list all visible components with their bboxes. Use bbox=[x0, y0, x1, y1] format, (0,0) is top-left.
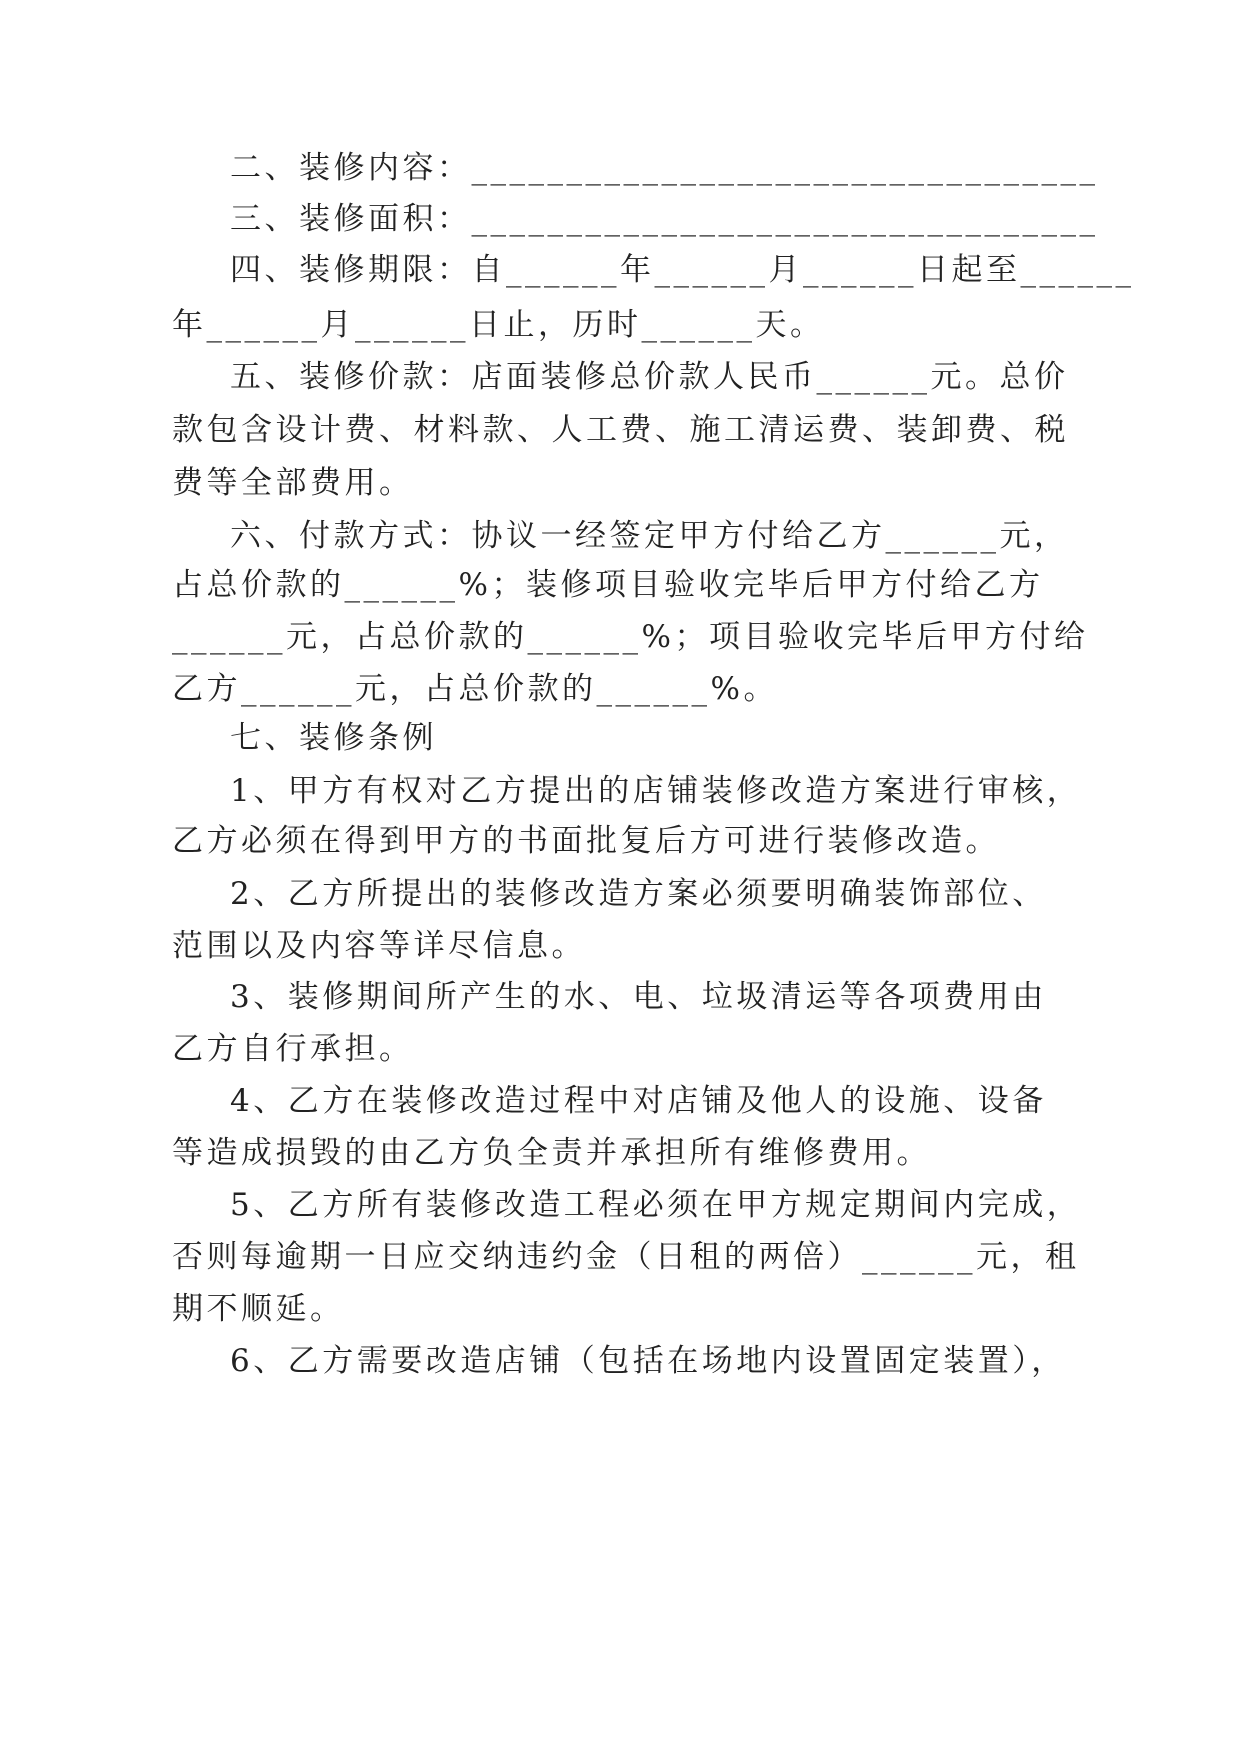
text: 否则每逾期一日应交纳违约金（日租的两倍）______元，租 bbox=[172, 1239, 1080, 1275]
text: 乙方必须在得到甲方的书面批复后方可进行装修改造。 bbox=[172, 823, 1000, 859]
text-line bbox=[0, 560, 1241, 610]
text: 5、乙方所有装修改造工程必须在甲方规定期间内完成， bbox=[230, 1187, 1082, 1223]
text: 六、付款方式：协议一经签定甲方付给乙方______元， bbox=[230, 518, 1069, 554]
text-line bbox=[0, 511, 1241, 561]
text-line bbox=[0, 816, 1241, 866]
text: 6、乙方需要改造店铺（包括在场地内设置固定装置）， bbox=[230, 1343, 1066, 1379]
text: 三、装修面积：_________________________________ bbox=[230, 201, 1099, 237]
text-line bbox=[0, 300, 1241, 350]
text: 五、装修价款：店面装修总价款人民币______元。总价 bbox=[230, 359, 1069, 395]
text: 七、装修条例 bbox=[230, 720, 437, 756]
text: 范围以及内容等详尽信息。 bbox=[172, 928, 586, 964]
text-line bbox=[0, 1232, 1241, 1282]
text: 四、装修期限：自______年______月______日起至______ bbox=[230, 252, 1135, 288]
text-line bbox=[0, 405, 1241, 455]
text: 1、甲方有权对乙方提出的店铺装修改造方案进行审核， bbox=[230, 773, 1082, 809]
text: 2、乙方所提出的装修改造方案必须要明确装饰部位、 bbox=[230, 876, 1047, 912]
text-line bbox=[0, 194, 1241, 244]
text-line bbox=[0, 143, 1241, 193]
text-line bbox=[0, 1336, 1241, 1386]
text: 等造成损毁的由乙方负全责并承担所有维修费用。 bbox=[172, 1135, 931, 1171]
text-line bbox=[0, 1076, 1241, 1126]
text-line bbox=[0, 1128, 1241, 1178]
text-line bbox=[0, 245, 1241, 295]
text: 4、乙方在装修改造过程中对店铺及他人的设施、设备 bbox=[230, 1083, 1047, 1119]
text: 占总价款的______%；装修项目验收完毕后甲方付给乙方 bbox=[172, 567, 1044, 603]
text-line bbox=[0, 664, 1241, 714]
text-line bbox=[0, 458, 1241, 508]
text: 乙方自行承担。 bbox=[172, 1031, 414, 1067]
text-line bbox=[0, 713, 1241, 763]
text-line bbox=[0, 766, 1241, 816]
text: 年______月______日止，历时______天。 bbox=[172, 307, 825, 343]
text: 期不顺延。 bbox=[172, 1291, 345, 1327]
text-line bbox=[0, 1024, 1241, 1074]
text-line bbox=[0, 921, 1241, 971]
text: 乙方______元，占总价款的______%。 bbox=[172, 671, 778, 707]
text-line bbox=[0, 352, 1241, 402]
text: ______元，占总价款的______%；项目验收完毕后甲方付给 bbox=[172, 619, 1089, 655]
text: 3、装修期间所产生的水、电、垃圾清运等各项费用由 bbox=[230, 979, 1047, 1015]
text: 款包含设计费、材料款、人工费、施工清运费、装卸费、税 bbox=[172, 412, 1069, 448]
text: 二、装修内容：_________________________________ bbox=[230, 150, 1099, 186]
text-line bbox=[0, 612, 1241, 662]
text-line bbox=[0, 1284, 1241, 1334]
text-line bbox=[0, 1180, 1241, 1230]
text-line bbox=[0, 972, 1241, 1022]
text-line bbox=[0, 869, 1241, 919]
text: 费等全部费用。 bbox=[172, 465, 414, 501]
